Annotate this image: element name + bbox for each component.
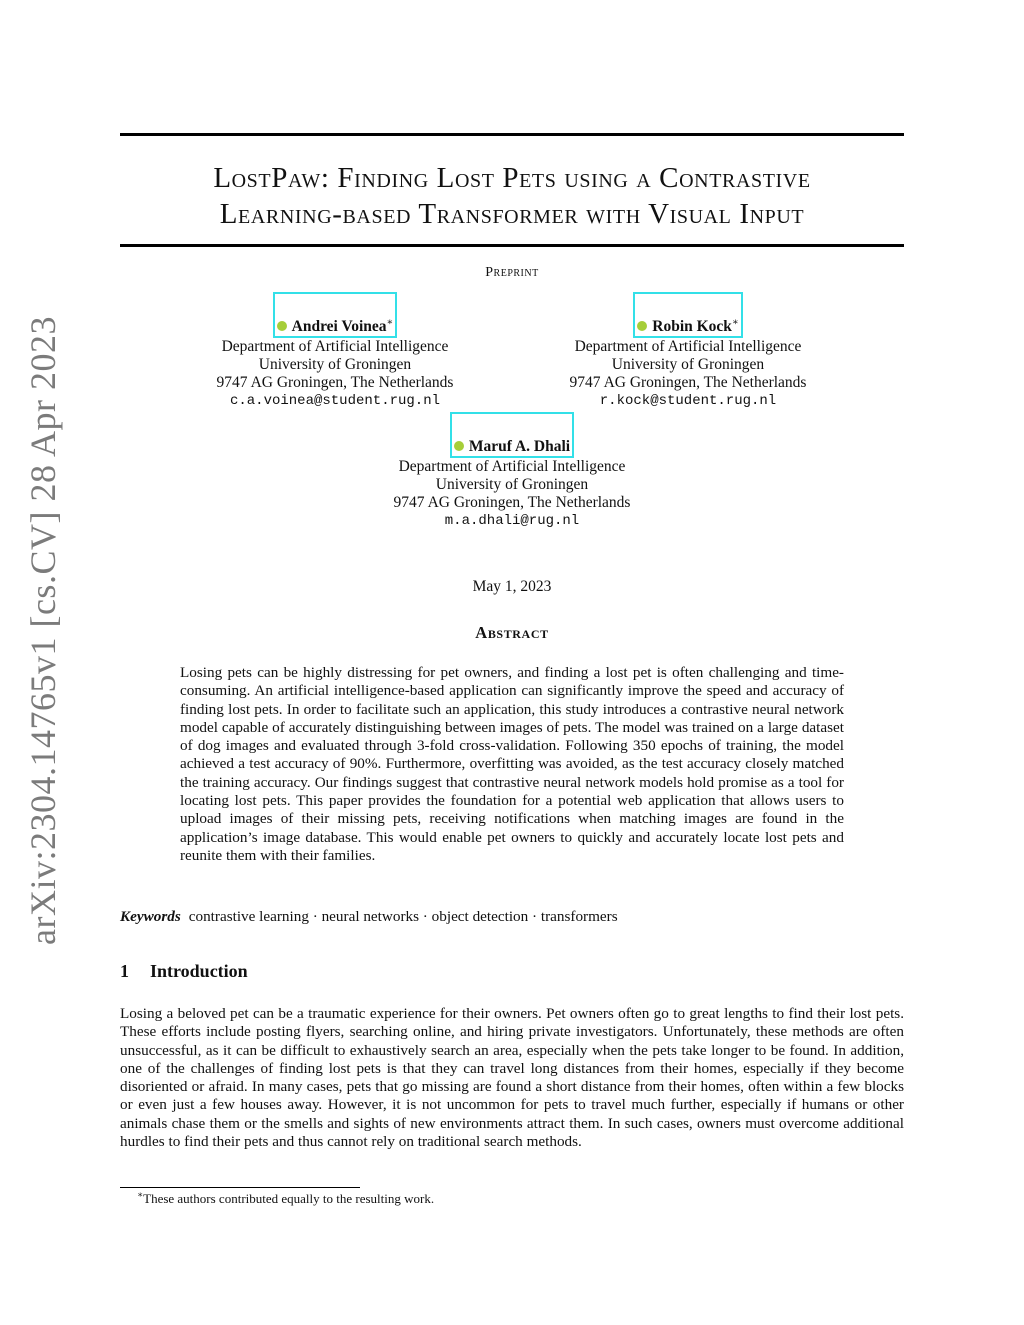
orcid-icon[interactable]: [454, 441, 464, 451]
author-address: 9747 AG Groningen, The Netherlands: [569, 374, 807, 391]
keywords-list: contrastive learning · neural networks · object detection · transformers: [188, 908, 618, 925]
equal-contribution-mark: ∗: [386, 316, 394, 328]
author-university: University of Groningen: [435, 476, 589, 493]
footnote: [137, 1191, 434, 1207]
author-department: Department of Artificial Intelligence: [574, 338, 802, 355]
author-email[interactable]: c.a.voinea@student.rug.nl: [229, 393, 441, 409]
keywords-label: Keywords: [120, 908, 181, 925]
author-address: 9747 AG Groningen, The Netherlands: [393, 494, 631, 511]
section-title: Introduction: [150, 961, 248, 981]
orcid-icon[interactable]: [637, 321, 647, 331]
abstract-heading: Abstract: [475, 623, 549, 642]
author-department: Department of Artificial Intelligence: [221, 338, 449, 355]
title-line-1: LostPaw: Finding Lost Pets using a Contrastive: [213, 162, 811, 194]
author-name-link[interactable]: [450, 412, 574, 458]
equal-contribution-mark: ∗: [731, 316, 739, 328]
author-block: [362, 412, 662, 530]
author-university: University of Groningen: [258, 356, 412, 373]
preprint-label: Preprint: [485, 265, 539, 280]
abstract-text: Losing pets can be highly distressing for pet owners, and finding a lost pet is often challenging and time-consuming. An artificial intelligence-based application can significantly improve the speed and accuracy of finding lost pets. In order to facilitate such an application, this study introduces a contrastive neural network model capable of accurately distinguishing between images of pets. The model was trained on a large dataset of dog images and evaluated through 3-fold cross-validation. Following 350 epochs of training, the model achieved a test accuracy of 90%. Furthermore, overfitting was avoided, as the test accuracy closely matched the training accuracy. Our findings suggest that contrastive neural network models hold promise as a tool for locating lost pets. This paper provides the foundation for a potential web application that allows users to upload images of their missing pets, receiving notifications when matching images are found in the application’s image database. This would enable pet owners to quickly and accurately locate lost pets and reunite them with their families.: [180, 664, 844, 864]
author-block: [538, 292, 838, 410]
footnote-text: These authors contributed equally to the resulting work.: [143, 1191, 435, 1206]
arxiv-identifier: arXiv:2304.14765v1 [cs.CV] 28 Apr 2023: [23, 316, 63, 945]
footnote-rule: [120, 1187, 360, 1188]
author-university: University of Groningen: [611, 356, 765, 373]
title-line-2: Learning-based Transformer with Visual Input: [219, 198, 805, 230]
introduction-paragraph: Losing a beloved pet can be a traumatic experience for their owners. Pet owners often go to great lengths to find their lost pets. These efforts include posting flyers, searching online, and hiring private investigators. Unfortunately, these methods are often unsuccessful, as it can be difficult to exhaustively search an area, especially when the pets take longer to be found. In addition, one of the challenges of finding lost pets is that they can travel long distances from their homes, especially if they become disoriented or afraid. In many cases, pets that go missing are found a short distance from their homes, often within a few blocks or even just a few houses away. However, it is not uncommon for pets to travel much further, especially if humans or other animals chase them or the smells and sights of new environments attract them. In such cases, owners must overcome additional hurdles to find their pets and thus cannot rely on traditional search methods.: [120, 1005, 904, 1151]
author-name: Robin Kock: [652, 318, 732, 335]
orcid-icon[interactable]: [277, 321, 287, 331]
title-bottom-rule: [120, 244, 904, 247]
keywords-line: [120, 908, 618, 926]
section-heading: [120, 961, 248, 982]
author-name-link[interactable]: [273, 292, 398, 338]
paper-title: [120, 160, 904, 232]
author-name: Andrei Voinea: [291, 318, 387, 335]
section-number: 1: [120, 961, 129, 981]
footnote-mark: ∗: [137, 1189, 144, 1200]
title-top-rule: [120, 133, 904, 136]
author-name-link[interactable]: [633, 292, 742, 338]
author-block: [185, 292, 485, 410]
author-address: 9747 AG Groningen, The Netherlands: [216, 374, 454, 391]
author-department: Department of Artificial Intelligence: [398, 458, 626, 475]
author-email[interactable]: r.kock@student.rug.nl: [599, 393, 777, 409]
author-name: Maruf A. Dhali: [468, 438, 571, 455]
publication-date: May 1, 2023: [472, 578, 552, 595]
author-email[interactable]: m.a.dhali@rug.nl: [444, 513, 580, 529]
